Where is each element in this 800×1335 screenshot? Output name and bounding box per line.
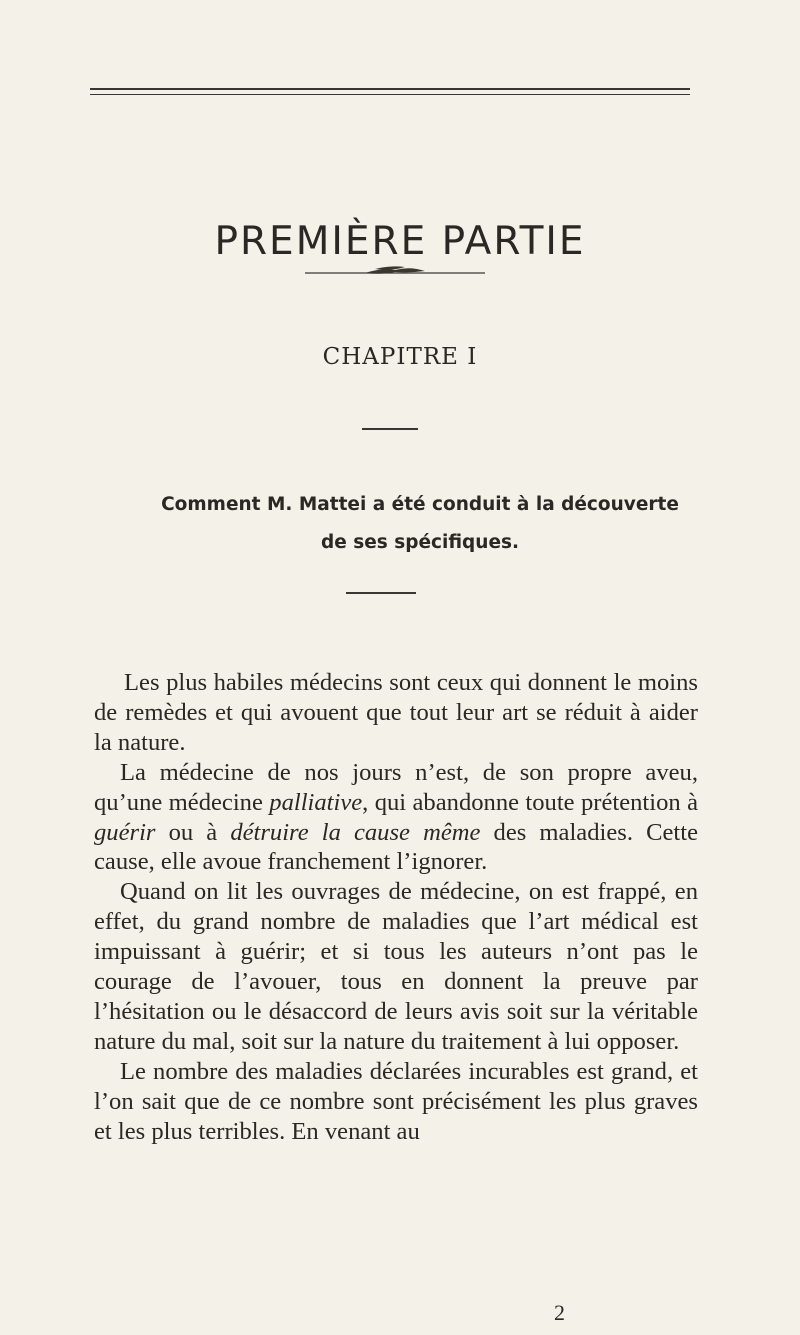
body-text: [94, 668, 698, 1147]
paragraph-2-text-a: La médecine de nos jours n’est, de son propre aveu, qu’une médecine: [94, 758, 698, 816]
paragraph-2-text-b: , qui abandonne toute prétention à: [362, 788, 698, 816]
paragraph-2-text-d: des maladies. Cette cause, elle avoue franchement l’ignorer.: [94, 818, 698, 876]
paragraph-1: Les plus habiles médecins sont ceux qui donnent le moins de remèdes et qui avouent que tout leur art se réduit à aider la nature.: [94, 669, 698, 756]
paragraph-3: Quand on lit les ouvrages de médecine, on est frappé, en effet, du grand nombre de maladies que l’art médical est impuissant à guérir; et si tous les auteurs n’ont pas le courage de l’avouer, tous en donnent la preuve par l’hésitation ou le désaccord de leurs avis soit sur la véritable nature du mal, soit sur la nature du traitement à lui opposer.: [94, 878, 698, 1055]
signature-mark: 2: [554, 1300, 565, 1325]
subtitle-rule: [346, 592, 416, 594]
paragraph-2: [94, 758, 698, 878]
paragraph-2-text-c: ou à: [155, 818, 231, 846]
paragraph-2-italic-3: détruire la cause même: [230, 818, 481, 846]
paragraph-2-italic-1: palliative: [269, 788, 363, 816]
paragraph-4: Le nombre des maladies déclarées incurables est grand, et l’on sait que de ce nombre sont précisément les plus graves et les plus terribles. En venant au: [94, 1057, 698, 1145]
part-title: PREMIÈRE PARTIE: [214, 219, 586, 265]
paragraph-2-italic-2: guérir: [94, 818, 156, 846]
top-rule: [90, 88, 690, 90]
subtitle-line-2: de ses spécifiques.: [320, 532, 520, 553]
subtitle-line-1: Comment M. Mattei a été conduit à la découverte: [161, 494, 679, 515]
chapter-subtitle: [150, 486, 690, 562]
top-rule-thin: [90, 94, 690, 95]
chapter-heading: CHAPITRE I: [322, 344, 478, 370]
ornament-divider: [305, 264, 485, 278]
chapter-rule: [362, 428, 418, 430]
